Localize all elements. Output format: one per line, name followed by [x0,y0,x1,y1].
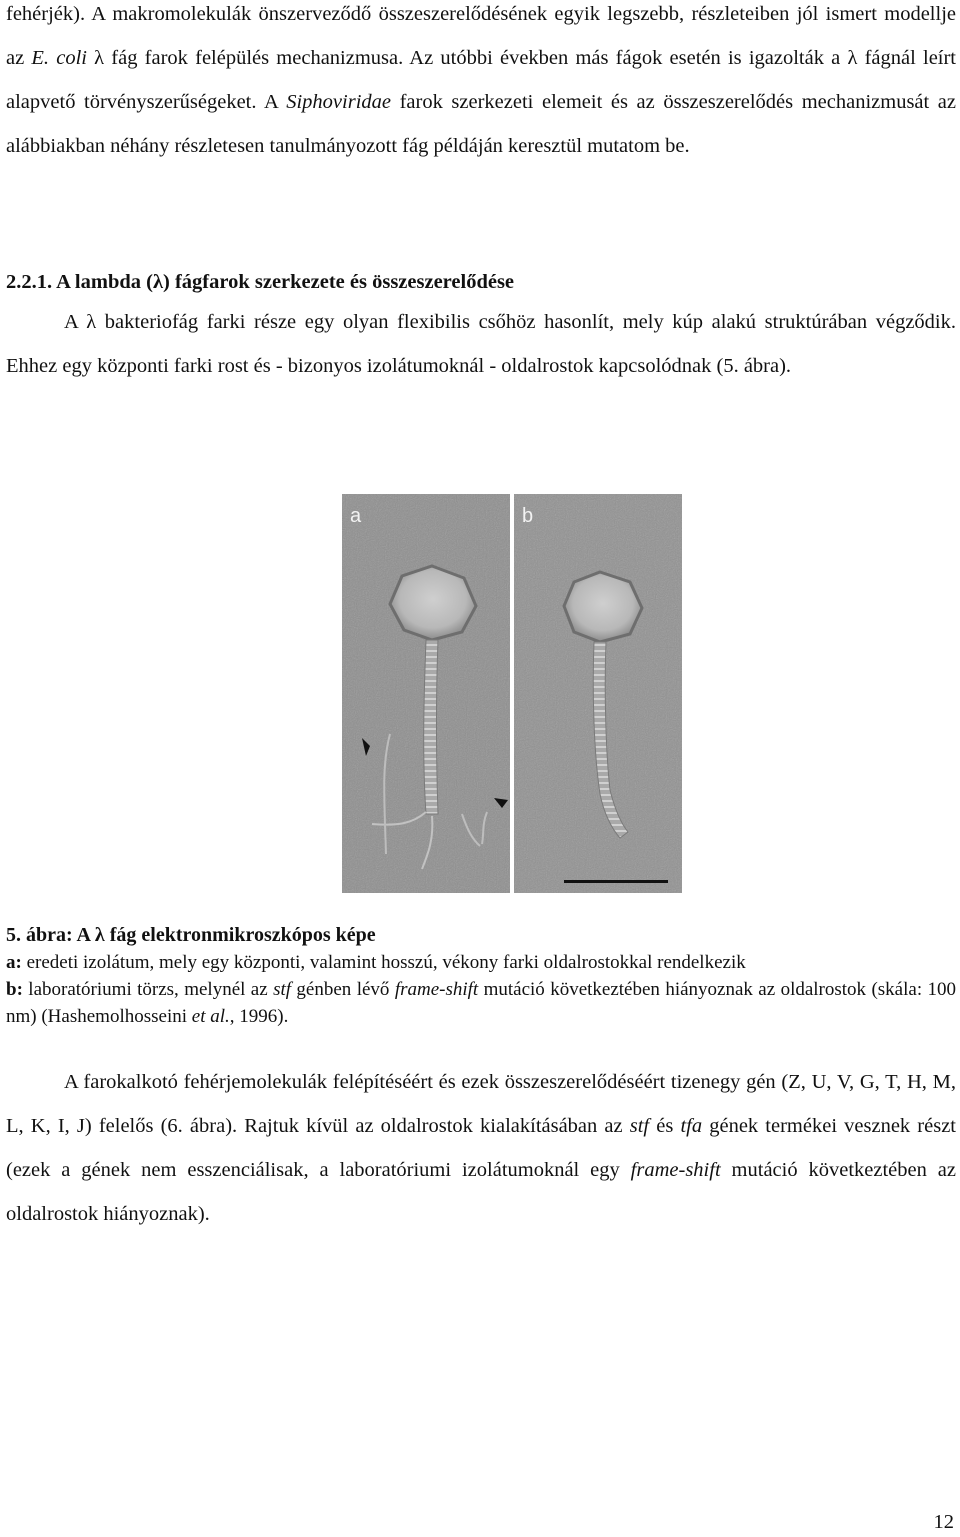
caption-line-b: b: laboratóriumi törzs, melynél az stf génben lévő frame-shift mutáció következtében hiányoznak az oldalrostok (skála: 100 nm) (Hashemolhosseini et al., 1996). [6,979,957,1027]
intro-text-2: λ fág farok felépülés mechanizmusa. Az utóbbi években más fágok esetén is igazolták a λ fágnál leírt alapvető törvényszerűségeket. A [6,47,957,113]
caption-line-a: a: eredeti izolátum, mely egy központi, valamint hosszú, vékony farki oldalrostokkal rendelkezik [6,952,746,973]
intro-paragraph [6,0,956,168]
frameshift-term: frame-shift [630,1159,721,1181]
page-number: 12 [933,1511,954,1533]
phage-a-tail [424,640,438,814]
gene-tfa: tfa [680,1115,703,1137]
intro-species: E. coli [31,47,87,69]
intro-text-1: fehérjék). A makromolekulák önszerveződő összeszerelődésének egyik legszebb, részleteiben jól ismert modellje az [6,3,956,69]
gene-stf: stf [629,1115,650,1137]
scale-bar [564,880,668,883]
section-paragraph: A λ bakteriofág farki része egy olyan flexibilis csőhöz hasonlít, mely kúp alakú struktúrában végződik. Ehhez egy központi farki rost és - bizonyos izolátumoknál - oldalrostok kapcsolódnak (5. ábra). [6,311,956,377]
phage-a-head [390,566,476,640]
micrograph-image [342,494,682,893]
caption-title: 5. ábra: A λ fág elektronmikroszkópos képe [6,924,376,946]
panel-b-label: b [522,505,534,527]
genes-paragraph: A farokalkotó fehérjemolekulák felépítéséért és ezek összeszerelődéséért tizenegy gén (Z, U, V, G, T, H, M, L, K, I, J) felelős (6. ábra). Rajtuk kívül az oldalrostok kialakításában az stf és tfa gének termékei vesznek részt (ezek a gének nem esszenciálisak, a laboratóriumi izolátumoknál egy frame-shift mutáció következtében az oldalrostok hiányoznak). [6,1071,956,1225]
figure-caption [6,922,956,1030]
electron-micrograph-figure [342,494,682,893]
intro-family: Siphoviridae [286,91,391,113]
intro-text-3: farok szerkezeti elemeit és az összeszerelődés mechanizmusát az alábbiakban néhány részletesen tanulmányozott fág példáján keresztül mutatom be. [6,91,957,157]
phage-b-head [564,572,642,642]
panel-a-label: a [350,505,362,527]
section-heading: 2.2.1. A lambda (λ) fágfarok szerkezete és összeszerelődése [6,271,515,293]
